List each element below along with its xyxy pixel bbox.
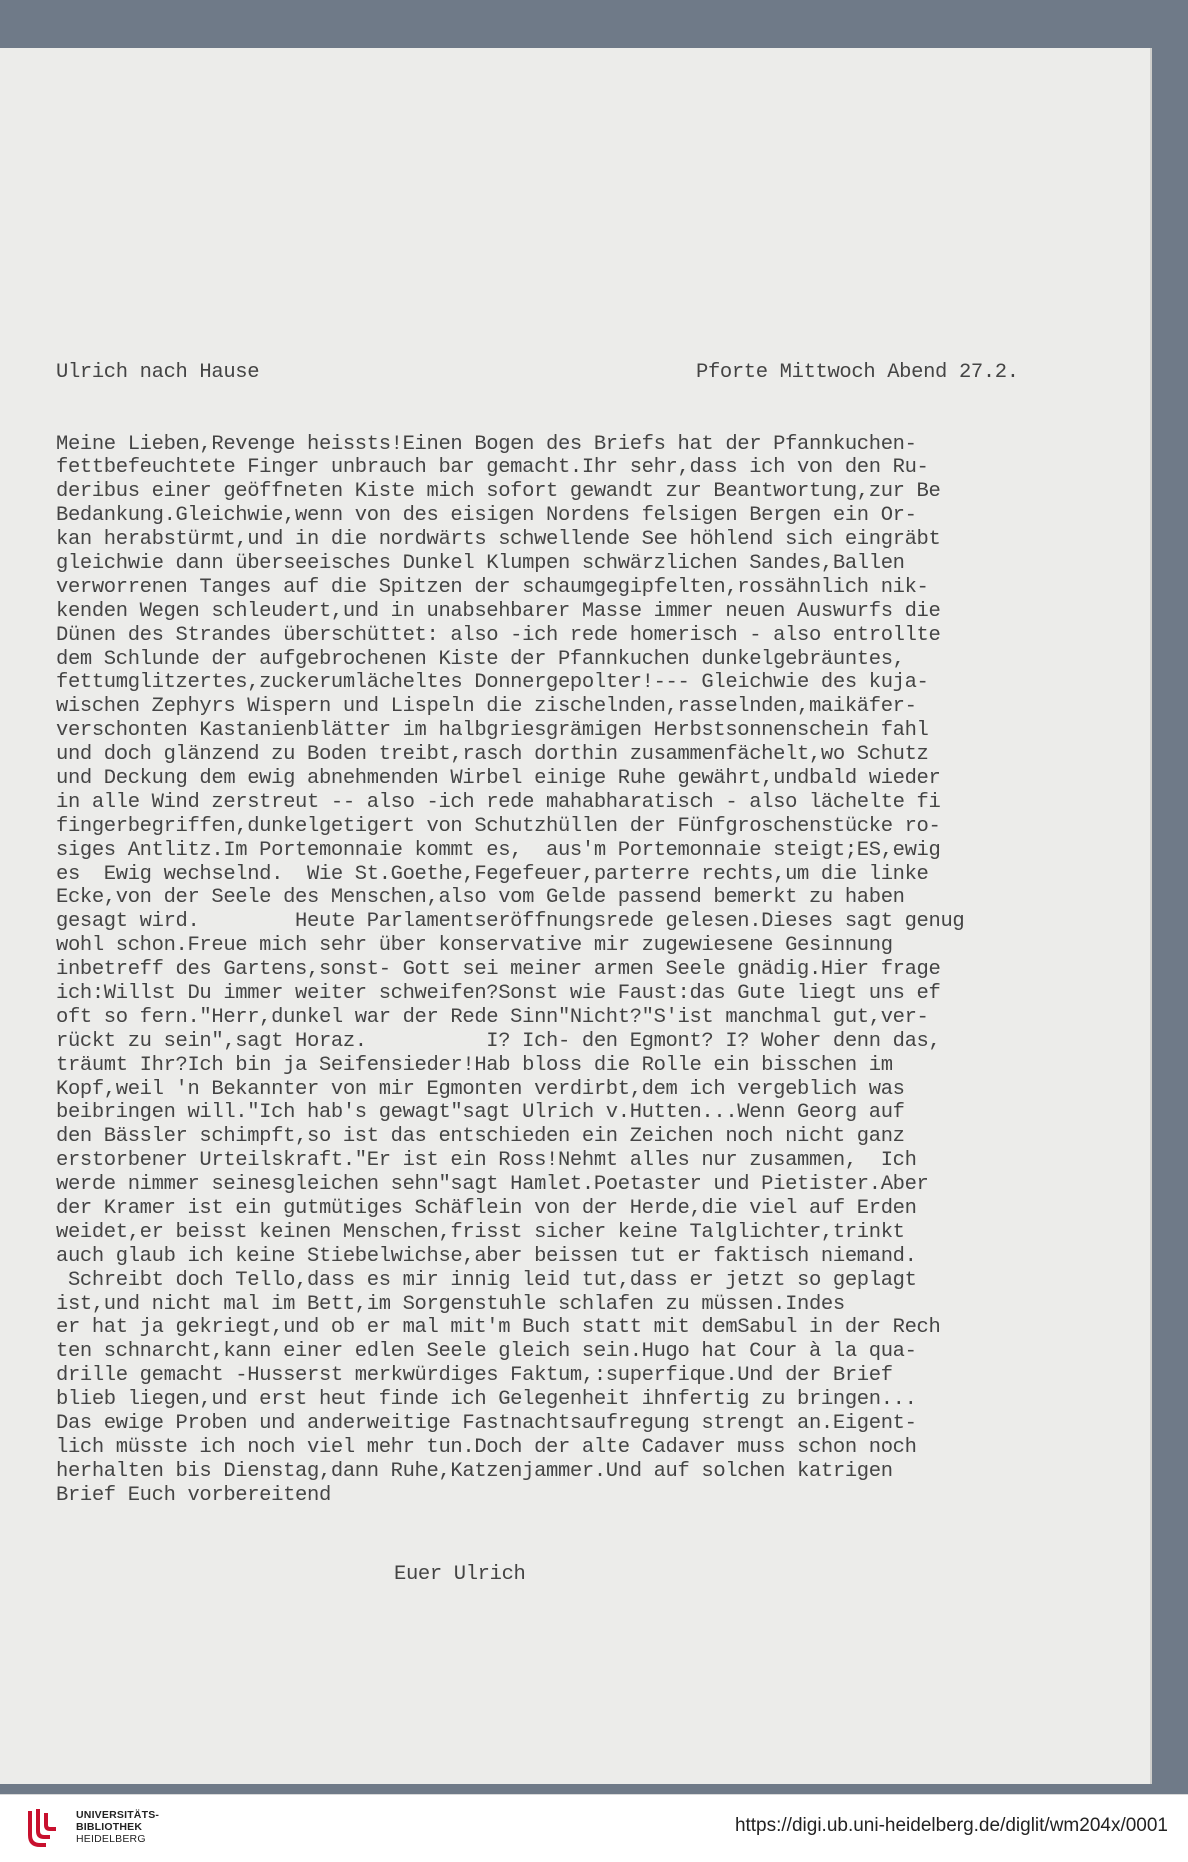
letter-line: Ecke,von der Seele des Menschen,also vom Gelde passend bemerkt zu haben: [56, 886, 905, 910]
institution-name: [76, 1809, 159, 1845]
letter-line: Dünen des Strandes überschüttet: also -ich rede homerisch - also entrollte: [56, 623, 941, 647]
letter-line: verschonten Kastanienblätter im halbgriesgrämigen Herbstsonnenschein fahl: [56, 719, 929, 743]
letter-signature: Euer Ulrich: [394, 1563, 526, 1587]
letter-line: den Bässler schimpft,so ist das entschieden ein Zeichen noch nicht ganz: [56, 1125, 905, 1149]
letter-line: und Deckung dem ewig abnehmenden Wirbel einige Ruhe gewährt,undbald wieder: [56, 766, 941, 790]
letter-line: Kopf,weil 'n Bekannter von mir Egmonten verdirbt,dem ich vergeblich was: [56, 1077, 905, 1101]
letter-line: blieb liegen,und erst heut finde ich Gelegenheit ihnfertig zu bringen...: [56, 1388, 917, 1412]
letter-line: kenden Wegen schleudert,und in unabsehbarer Masse immer neuen Auswurfs die: [56, 599, 941, 623]
letter-line: Schreibt doch Tello,dass es mir innig leid tut,dass er jetzt so geplagt: [56, 1268, 917, 1292]
letter-line: rückt zu sein",sagt Horaz. I? Ich- den Egmont? I? Woher denn das,: [56, 1029, 941, 1053]
letter-line: Meine Lieben,Revenge heissts!Einen Bogen des Briefs hat der Pfannkuchen-: [56, 432, 917, 456]
letter-line: weidet,er beisst keinen Menschen,frisst sicher keine Talglichter,trinkt: [56, 1220, 905, 1244]
letter-line: deribus einer geöffneten Kiste mich sofort gewandt zur Beantwortung,zur Be: [56, 480, 941, 504]
letter-line: ich:Willst Du immer weiter schweifen?Sonst wie Faust:das Gute liegt uns ef: [56, 982, 941, 1005]
letter-line: Brief Euch vorbereitend: [56, 1483, 331, 1507]
letter-header-left: Ulrich nach Hause: [56, 360, 260, 384]
letter-line: wischen Zephyrs Wispern und Lispeln die zischelnden,rasselnden,maikäfer-: [56, 695, 917, 719]
letter-line: lich müsste ich noch viel mehr tun.Doch der alte Cadaver muss schon noch: [56, 1435, 917, 1459]
letter-header: [56, 361, 1146, 385]
letter-line: werde nimmer seinesgleichen sehn"sagt Hamlet.Poetaster und Pietister.Aber: [56, 1173, 929, 1197]
letter-line: verworrenen Tanges auf die Spitzen der schaumgegipfelten,rossähnlich nik-: [56, 575, 929, 599]
footer-bar: [0, 1794, 1188, 1862]
letter-line: erstorbener Urteilskraft."Er ist ein Ross!Nehmt alles nur zusammen, Ich: [56, 1149, 917, 1173]
ub-heidelberg-logo-icon[interactable]: [20, 1805, 66, 1851]
letter-line: ist,und nicht mal im Bett,im Sorgenstuhle schlafen zu müssen.Indes: [56, 1292, 845, 1316]
institution-line-3: HEIDELBERG: [76, 1833, 146, 1845]
typewritten-letter: [56, 313, 1146, 1635]
letter-line: beibringen will."Ich hab's gewagt"sagt Ulrich v.Hutten...Wenn Georg auf: [56, 1101, 905, 1125]
letter-line: der Kramer ist ein gutmütiges Schäflein von der Herde,die viel auf Erden: [56, 1197, 917, 1221]
letter-line: träumt Ihr?Ich bin ja Seifensieder!Hab bloss die Rolle ein bisschen im: [56, 1053, 893, 1077]
scanned-page: [0, 48, 1152, 1784]
letter-line: auch glaub ich keine Stiebelwichse,aber beissen tut er faktisch niemand.: [56, 1244, 917, 1268]
letter-line: kan herabstürmt,und in die nordwärts schwellende See höhlend sich eingräbt: [56, 528, 941, 552]
letter-line: gleichwie dann überseeisches Dunkel Klumpen schwärzlichen Sandes,Ballen: [56, 551, 905, 575]
letter-line: und doch glänzend zu Boden treibt,rasch dorthin zusammenfächelt,wo Schutz: [56, 743, 929, 767]
letter-line: fettbefeuchtete Finger unbrauch bar gemacht.Ihr sehr,dass ich von den Ru-: [56, 456, 929, 480]
letter-line: Das ewige Proben und anderweitige Fastnachtsaufregung strengt an.Eigent-: [56, 1412, 917, 1436]
permalink-url[interactable]: https://digi.ub.uni-heidelberg.de/diglit/wm204x/0001: [734, 1815, 1168, 1836]
letter-line: fettumglitzertes,zuckerumlächeltes Donnergepolter!--- Gleichwie des kuja-: [56, 671, 929, 695]
letter-line: ten schnarcht,kann einer edlen Seele gleich sein.Hugo hat Cour à la qua-: [56, 1340, 917, 1364]
letter-line: herhalten bis Dienstag,dann Ruhe,Katzenjammer.Und auf solchen katrigen: [56, 1459, 893, 1483]
letter-body: [56, 433, 1146, 1508]
letter-line: es Ewig wechselnd. Wie St.Goethe,Fegefeuer,parterre rechts,um die linke: [56, 862, 929, 886]
letter-line: er hat ja gekriegt,und ob er mal mit'm Buch statt mit demSabul in der Rech: [56, 1316, 941, 1340]
letter-line: dem Schlunde der aufgebrochenen Kiste der Pfannkuchen dunkelgebräuntes,: [56, 647, 905, 671]
letter-line: drille gemacht -Husserst merkwürdiges Faktum,:superfique.Und der Brief: [56, 1364, 893, 1388]
letter-line: fingerbegriffen,dunkelgetigert von Schutzhüllen der Fünfgroschenstücke ro-: [56, 814, 941, 838]
letter-line: oft so fern."Herr,dunkel war der Rede Sinn"Nicht?"S'ist manchmal gut,ver-: [56, 1005, 929, 1029]
letter-line: inbetreff des Gartens,sonst- Gott sei meiner armen Seele gnädig.Hier frage: [56, 958, 941, 982]
letter-line: siges Antlitz.Im Portemonnaie kommt es, aus'm Portemonnaie steigt;ES,ewig: [56, 838, 941, 862]
letter-line: wohl schon.Freue mich sehr über konservative mir zugewiesene Gesinnung: [56, 934, 893, 958]
letter-line: in alle Wind zerstreut -- also -ich rede mahabharatisch - also lächelte fi: [56, 790, 941, 814]
institution-line-1: UNIVERSITÄTS-: [76, 1809, 160, 1821]
institution-line-2: BIBLIOTHEK: [76, 1821, 143, 1833]
letter-line: Bedankung.Gleichwie,wenn von des eisigen Nordens felsigen Bergen ein Or-: [56, 504, 917, 528]
letter-line: gesagt wird. Heute Parlamentseröffnungsrede gelesen.Dieses sagt genug: [56, 910, 965, 934]
letter-header-right: Pforte Mittwoch Abend 27.2.: [696, 360, 1019, 384]
